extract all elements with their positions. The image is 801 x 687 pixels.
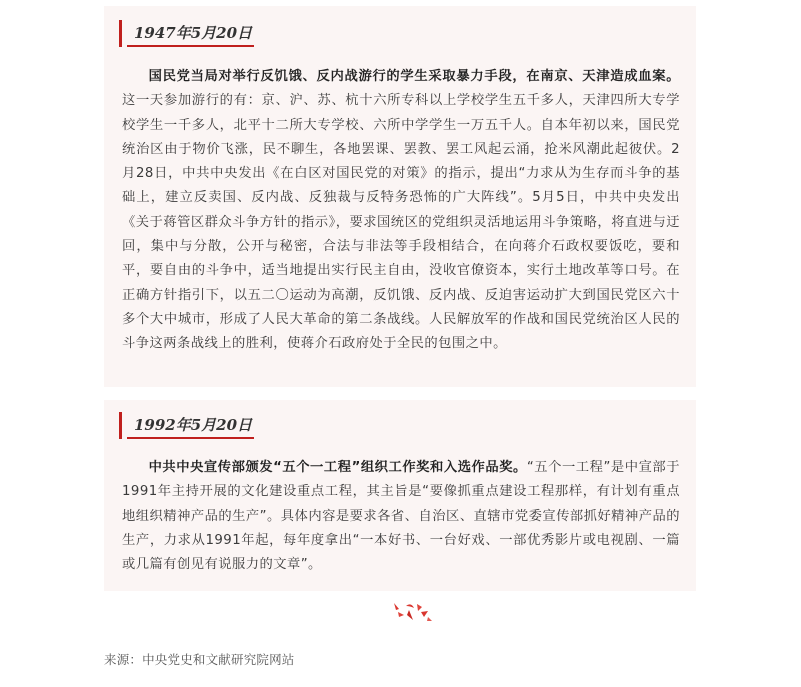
entry-paragraph (122, 456, 680, 577)
date-header (119, 412, 254, 439)
entry-card-1992 (104, 400, 696, 591)
date-header (119, 20, 254, 47)
entry-card-1947 (104, 6, 696, 387)
date-underline (127, 45, 254, 47)
red-ribbon-ornament-icon (388, 600, 434, 624)
entry-body: “五个一工程”是中宣部于1991年主持开展的文化建设重点工程，其主旨是“要像抓重点建设工程那样，有计划有重点地组织精神产品的生产”。具体内容是要求各省、自治区、直辖市党委宣传部抓好精神产品的生产，力求从1991年起，每年度拿出“一本好书、一台好戏、一部优秀影片或电视剧、一篇或几篇有创见有说服力的文章”。 (122, 460, 680, 573)
entry-date: 1992年5月20日 (134, 416, 253, 434)
date-accent-bar (119, 20, 122, 47)
entry-body: 这一天参加游行的有：京、沪、苏、杭十六所专科以上学校学生五千多人，天津四所大专学校学生一千多人，北平十二所大专学校、六所中学学生一万五千人。自本年初以来，国民党统治区由于物价飞涨，民不聊生，各地罢课、罢教、罢工风起云涌，抢米风潮此起彼伏。2月28日，中共中央发出《在白区对国民党的对策》的指示，提出“力求从为生存而斗争的基础上，建立反卖国、反内战、反独裁与反特务恐怖的广大阵线”。5月5日，中共中央发出《关于蒋管区群众斗争方针的指示》，要求国统区的党组织灵活地运用斗争策略，将直进与迂回，集中与分散，公开与秘密，合法与非法等手段相结合，在向蒋介石政权要饭吃，要和平，要自由的斗争中，适当地提出实行民主自由，没收官僚资本，实行土地改革等口号。在正确方针指引下，以五二〇运动为高潮，反饥饿、反内战、反迫害运动扩大到国民党区六十多个大中城市，形成了人民大革命的第二条战线。人民解放军的作战和国民党统治区人民的斗争这两条战线上的胜利，使蒋介石政府处于全民的包围之中。 (122, 93, 680, 352)
entry-headline: 中共中央宣传部颁发“五个一工程”组织工作奖和入选作品奖。 (148, 460, 527, 475)
entry-headline: 国民党当局对举行反饥饿、反内战游行的学生采取暴力手段，在南京、天津造成血案。 (148, 69, 680, 84)
entry-date: 1947年5月20日 (134, 24, 253, 42)
date-accent-bar (119, 412, 122, 439)
source-note: 来源：中央党史和文献研究院网站 (104, 652, 295, 667)
date-underline (127, 437, 254, 439)
entry-paragraph (122, 65, 680, 357)
